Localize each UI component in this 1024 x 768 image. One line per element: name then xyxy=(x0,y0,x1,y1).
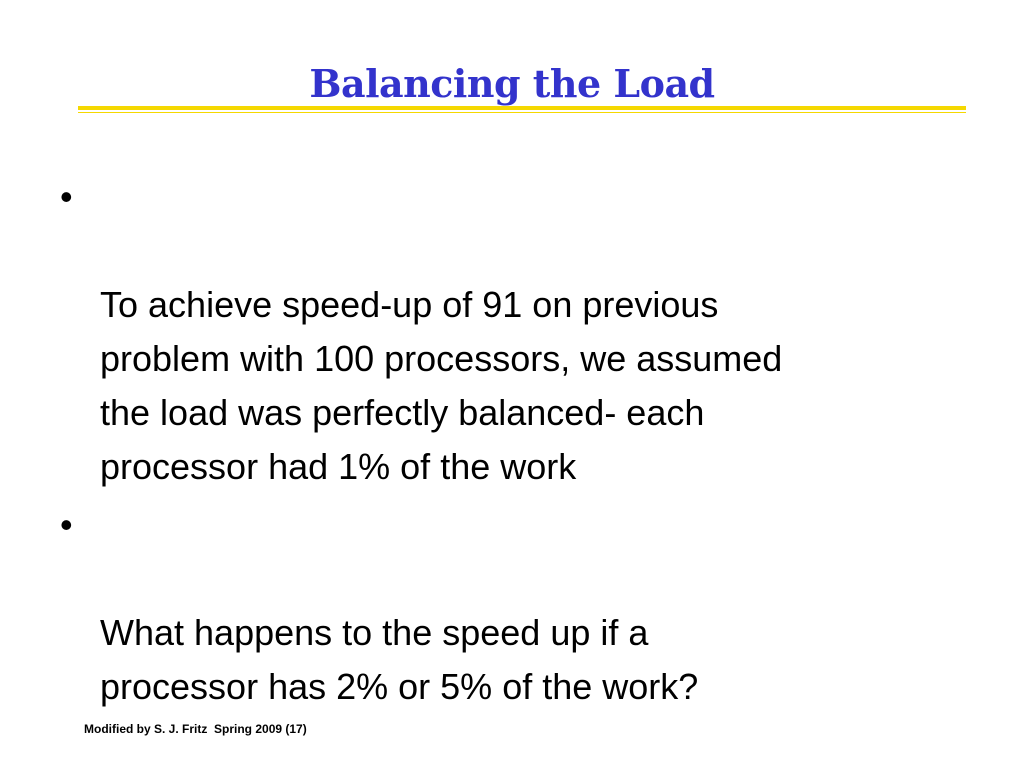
bullet-text: What happens to the speed up if a processor has 2% or 5% of the work? xyxy=(100,612,699,707)
bullet-item xyxy=(60,170,980,494)
bullet-list xyxy=(60,170,980,718)
slide-title: Balancing the Load xyxy=(309,61,715,106)
title-underline-thin xyxy=(78,112,966,113)
bullet-marker: • xyxy=(60,504,73,545)
slide-footer: Modified by S. J. Fritz Spring 2009 (17) xyxy=(84,722,307,736)
title-underline-thick xyxy=(78,106,966,110)
bullet-marker: • xyxy=(60,176,73,217)
bullet-text: To achieve speed-up of 91 on previous problem with 100 processors, we assumed the load was perfectly balanced- each processor had 1% of the work xyxy=(100,284,783,487)
bullet-item xyxy=(60,498,980,714)
